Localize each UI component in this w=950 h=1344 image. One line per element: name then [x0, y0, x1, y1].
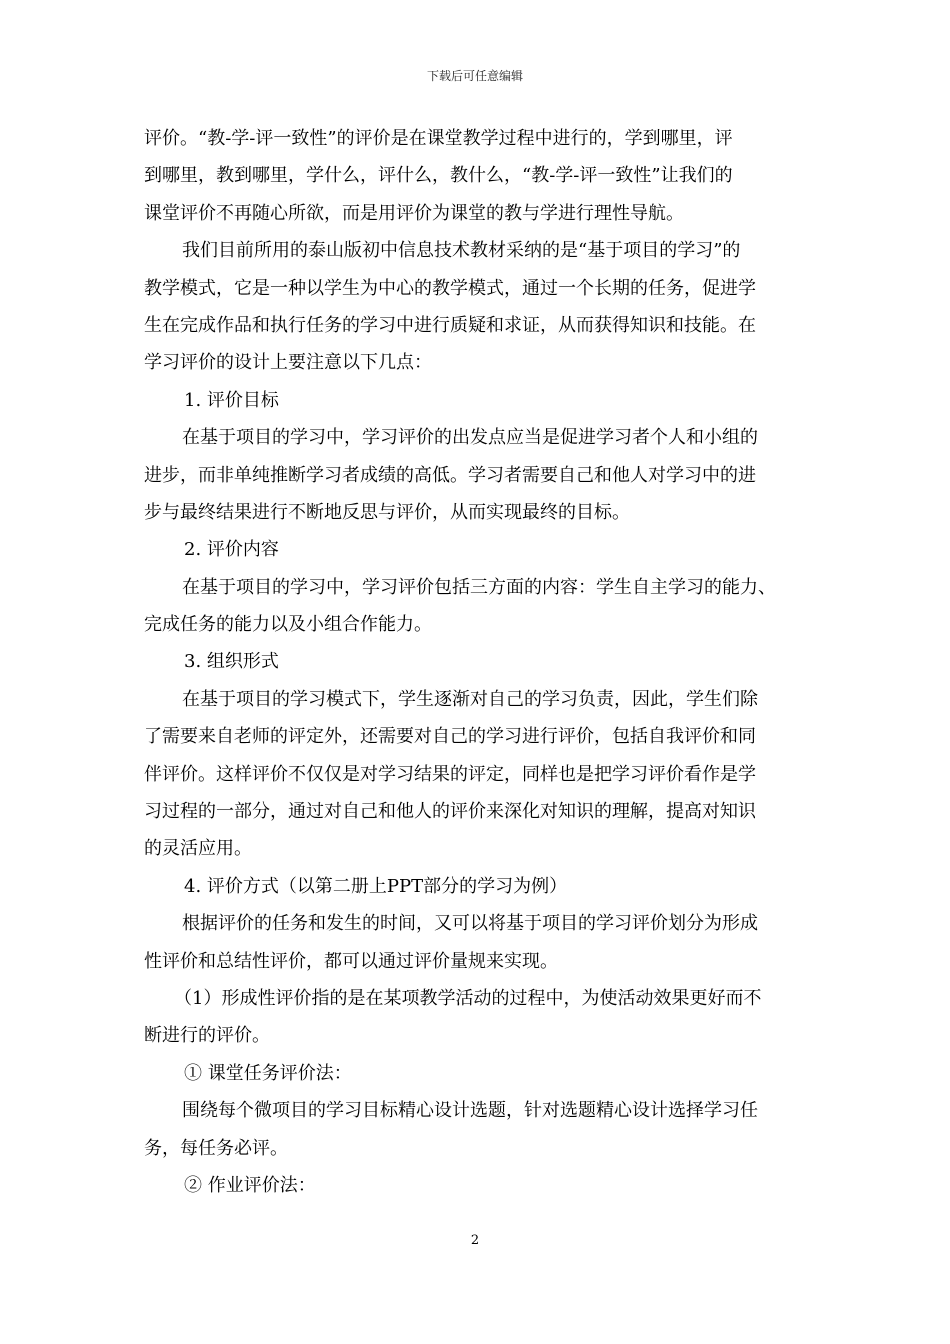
text-line: 在基于项目的学习模式下，学生逐渐对自己的学习负责，因此，学生们除	[182, 688, 758, 710]
text-line: 课堂评价不再随心所欲，而是用评价为课堂的教与学进行理性导航。	[144, 202, 684, 224]
text-line: 围绕每个微项目的学习目标精心设计选题，针对选题精心设计选择学习任	[182, 1100, 758, 1122]
text-line: 学习评价的设计上要注意以下几点：	[144, 352, 432, 374]
text-line: 根据评价的任务和发生的时间，又可以将基于项目的学习评价划分为形成	[182, 913, 758, 935]
text-line: 断进行的评价。	[144, 1025, 270, 1047]
text-line: 4. 评价方式（以第二册上PPT部分的学习为例）	[184, 875, 568, 897]
text-line: 完成任务的能力以及小组合作能力。	[144, 614, 432, 636]
text-line: 在基于项目的学习中，学习评价包括三方面的内容：学生自主学习的能力、	[182, 576, 776, 598]
text-line: 了需要来自老师的评定外，还需要对自己的学习进行评价，包括自我评价和同	[144, 726, 756, 748]
section-heading	[144, 1167, 816, 1204]
text-line: 到哪里，教到哪里，学什么，评什么，教什么，“教-学-评一致性”让我们的	[144, 165, 733, 187]
text-line: 1. 评价目标	[184, 389, 279, 411]
page-number: 2	[470, 1233, 480, 1248]
text-line: 2. 评价内容	[184, 539, 279, 561]
paragraph	[144, 232, 816, 382]
text-line: 进步，而非单纯推断学习者成绩的高低。学习者需要自己和他人对学习中的进	[144, 464, 756, 486]
text-line: 务，每任务必评。	[144, 1137, 288, 1159]
paragraph	[144, 681, 816, 868]
section-heading	[144, 531, 816, 568]
text-line: 生在完成作品和执行任务的学习中进行质疑和求证，从而获得知识和技能。在	[144, 314, 756, 336]
text-line: 教学模式，它是一种以学生为中心的教学模式，通过一个长期的任务，促进学	[144, 277, 756, 299]
text-line: 步与最终结果进行不断地反思与评价，从而实现最终的目标。	[144, 501, 630, 523]
text-line: 在基于项目的学习中，学习评价的出发点应当是促进学习者个人和小组的	[182, 427, 758, 449]
paragraph	[144, 419, 816, 531]
document-body	[144, 120, 816, 1204]
section-heading	[144, 1055, 816, 1092]
text-line: 习过程的一部分，通过对自己和他人的评价来深化对知识的理解，提高对知识	[144, 801, 756, 823]
section-heading	[144, 382, 816, 419]
paragraph	[144, 1092, 816, 1167]
text-line: 3. 组织形式	[184, 651, 279, 673]
paragraph	[144, 905, 816, 980]
paragraph	[144, 980, 816, 1055]
text-line: 评价。“教-学-评一致性”的评价是在课堂教学过程中进行的，学到哪里，评	[144, 128, 733, 149]
text-line: （1）形成性评价指的是在某项教学活动的过程中，为使活动效果更好而不	[174, 987, 762, 1009]
text-line: 性评价和总结性评价，都可以通过评价量规来实现。	[144, 950, 558, 972]
text-line: ② 作业评价法：	[184, 1174, 316, 1196]
text-line: 伴评价。这样评价不仅仅是对学习结果的评定，同样也是把学习评价看作是学	[144, 763, 756, 785]
section-heading	[144, 643, 816, 680]
page-header: 下载后可任意编辑	[426, 69, 523, 83]
text-line: ① 课堂任务评价法：	[184, 1062, 352, 1084]
paragraph	[144, 120, 816, 232]
section-heading	[144, 868, 816, 905]
text-line: 我们目前所用的泰山版初中信息技术教材采纳的是“基于项目的学习”的	[182, 240, 741, 262]
paragraph	[144, 569, 816, 644]
text-line: 的灵活应用。	[144, 838, 252, 860]
